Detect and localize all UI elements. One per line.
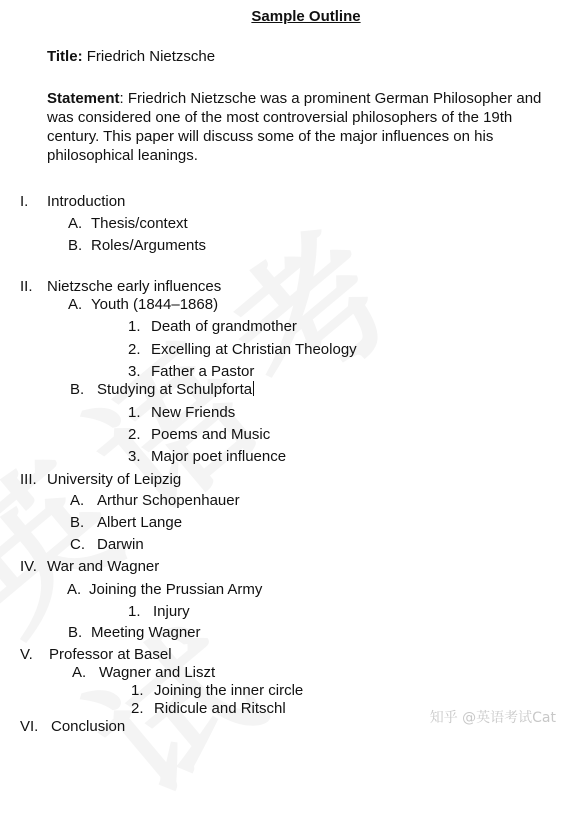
- item-label: Joining the inner circle: [154, 682, 304, 699]
- subsection-label: Studying at Schulpforta: [97, 381, 253, 398]
- subsection-label: Joining the Prussian Army: [89, 581, 263, 598]
- subsection-number: A.: [72, 664, 87, 681]
- section-basel: Professor at Basel: [49, 646, 172, 663]
- subsection-label: Wagner and Liszt: [99, 664, 216, 681]
- subsection-label: Arthur Schopenhauer: [97, 492, 240, 509]
- subsection-label-with-caret[interactable]: [97, 381, 254, 399]
- item-label: Death of grandmother: [151, 318, 297, 335]
- title-value: Friedrich Nietzsche: [86, 48, 216, 65]
- text-cursor: [253, 381, 254, 396]
- item-number: 1.: [128, 404, 141, 421]
- section-number: VI.: [20, 718, 39, 735]
- title-label: Title:: [47, 48, 83, 65]
- section-leipzig: University of Leipzig: [47, 471, 182, 488]
- subsection-number: A.: [70, 492, 85, 509]
- item-number: 2.: [128, 341, 141, 358]
- subsection-label: Roles/Arguments: [91, 237, 207, 254]
- item-number: 1.: [128, 603, 141, 620]
- subsection-label: Youth (1844–1868): [91, 296, 219, 313]
- statement-text: : Friedrich Nietzsche was a prominent German Philosopher and was considered one of the most controversial philosophers of the 19th century. This paper will discuss some of the major influences on his philosophical leanings.: [47, 90, 542, 164]
- subsection-label: Albert Lange: [97, 514, 183, 531]
- subsection-number: B.: [70, 381, 85, 398]
- item-label: Father a Pastor: [151, 363, 255, 380]
- section-introduction: Introduction: [47, 193, 126, 210]
- subsection-number: B.: [68, 237, 83, 254]
- section-conclusion: Conclusion: [51, 718, 126, 735]
- item-number: 3.: [128, 363, 141, 380]
- statement-label: Statement: [47, 90, 120, 107]
- item-number: 1.: [131, 682, 144, 699]
- item-label: Injury: [153, 603, 190, 620]
- section-number: III.: [20, 471, 37, 488]
- statement-paragraph: [47, 89, 547, 165]
- item-label: Ridicule and Ritschl: [154, 700, 286, 717]
- item-number: 3.: [128, 448, 141, 465]
- subsection-label: Meeting Wagner: [91, 624, 201, 641]
- subsection-number: A.: [68, 215, 83, 232]
- section-war-and-wagner: War and Wagner: [47, 558, 160, 575]
- item-label: Major poet influence: [151, 448, 287, 465]
- item-number: 2.: [131, 700, 144, 717]
- section-number: IV.: [20, 558, 37, 575]
- subsection-number: A.: [67, 581, 82, 598]
- item-number: 2.: [128, 426, 141, 443]
- section-number: V.: [20, 646, 33, 663]
- subsection-number: B.: [68, 624, 83, 641]
- subsection-number: B.: [70, 514, 85, 531]
- item-label: Excelling at Christian Theology: [151, 341, 357, 358]
- subsection-number: C.: [70, 536, 85, 553]
- title-line: [47, 48, 215, 66]
- section-number: II.: [20, 278, 33, 295]
- item-label: New Friends: [151, 404, 236, 421]
- section-number: I.: [20, 193, 29, 210]
- outline-heading: Sample Outline: [251, 8, 361, 25]
- item-number: 1.: [128, 318, 141, 335]
- section-early-influences: Nietzsche early influences: [47, 278, 222, 295]
- item-label: Poems and Music: [151, 426, 271, 443]
- subsection-label: Darwin: [97, 536, 144, 553]
- zhihu-watermark: 知乎 @英语考试Cat: [429, 710, 556, 726]
- subsection-label: Thesis/context: [91, 215, 188, 232]
- subsection-number: A.: [68, 296, 83, 313]
